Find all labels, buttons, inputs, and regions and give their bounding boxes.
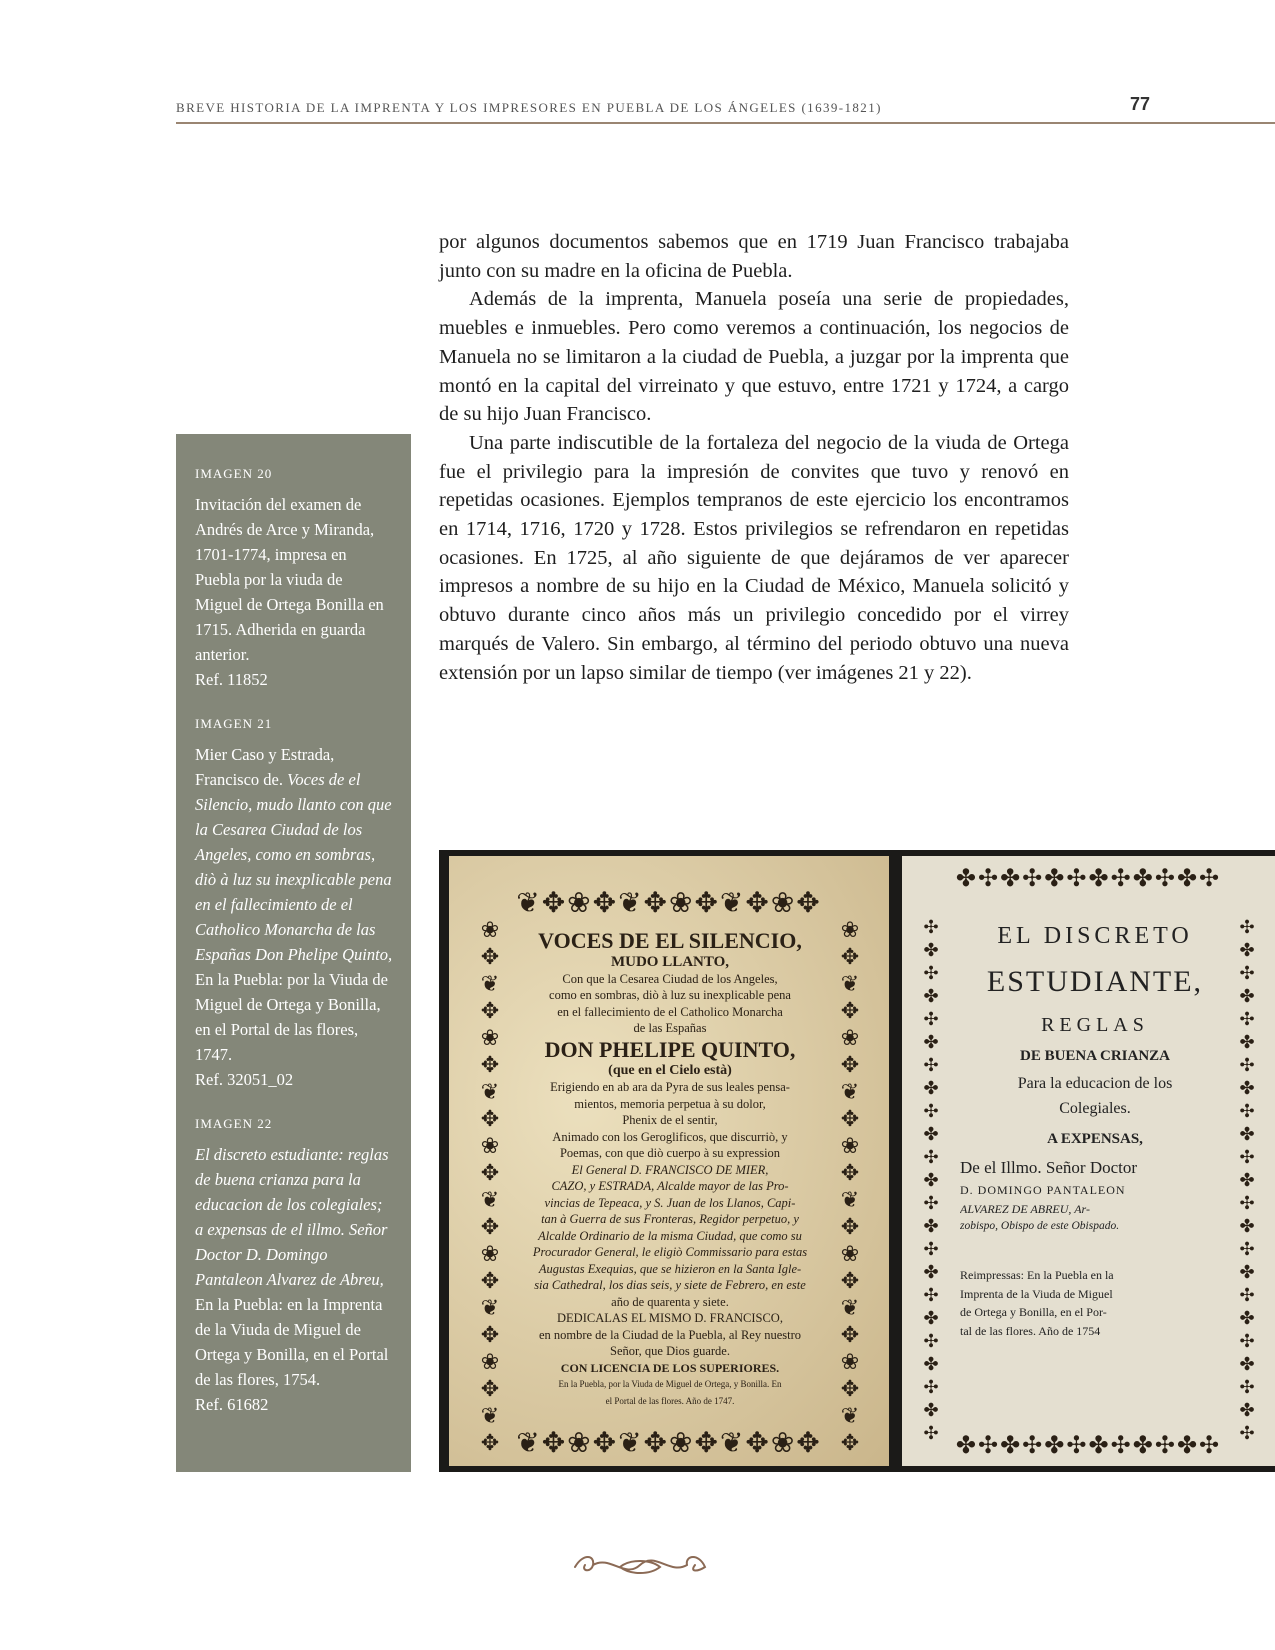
title-page-line: DEDICALAS EL MISMO D. FRANCISCO, — [557, 1311, 783, 1325]
paragraph: Una parte indiscutible de la fortaleza del negocio de la viuda de Ortega fue el privilegio para la impresión de convites que tuvo y renovó en repetidas ocasiones. Ejemplos tempranos de este ejercicio los encontramos en 1714, 1716, 1720 y 1728. Estos privilegios se refrendaron en repetidas ocasiones. En 1725, al año siguiente de que dejáramos de ver aparecer impresos a nombre de su hijo en la Ciudad de México, Manuela solicitó y obtuvo durante cinco años más un privilegio concedido por el virrey marqués de Valero. Sin embargo, al término del periodo obtuvo una nueva extensión por un lapso similar de tiempo (ver imágenes 21 y 22). — [439, 431, 1069, 684]
caption-author: Mier Caso y Estrada, Francisco de. — [195, 745, 335, 789]
title-page-line: de las Españas — [633, 1021, 707, 1035]
title-page-line: vincias de Tepeaca, y S. Juan de los Llanos, Capi- — [544, 1195, 796, 1210]
caption-text — [195, 742, 393, 1092]
title-page-line: De el Illmo. Señor Doctor — [960, 1157, 1138, 1177]
ornament-border-bottom: ❦✥❀✥❦✥❀✥❦✥❀✥ — [516, 1428, 822, 1459]
caption-text — [195, 492, 393, 692]
caption-description: Invitación del examen de Andrés de Arce y Miranda, 1701-1774, impresa en Puebla por la viuda de Miguel de Ortega Bonilla en 1715. Adherida en guarda anterior. — [195, 495, 384, 664]
caption-imagen-22 — [195, 1116, 393, 1417]
caption-label: IMAGEN 20 — [195, 466, 273, 481]
running-header — [176, 96, 1275, 124]
title-page-line: Poemas, con que diò cuerpo à su expression — [559, 1146, 781, 1160]
caption-imprint: En la Puebla: por la Viuda de Miguel de Ortega y Bonilla, en el Portal de las flores, 1747. — [195, 970, 388, 1064]
title-page-voces-de-el-silencio — [449, 856, 889, 1466]
caption-imprint: En la Puebla: en la Imprenta de la Viuda de Miguel de Ortega y Bonilla, en el Portal de las flores, 1754. — [195, 1295, 389, 1389]
caption-title: El discreto estudiante: reglas de buena crianza para la educacion de los colegiales; a expensas de el illmo. Señor Doctor D. Domingo Pantaleon Alvarez de Abreu, — [195, 1145, 389, 1289]
title-page-line: en nombre de la Ciudad de la Puebla, al Rey nuestro — [538, 1327, 802, 1342]
caption-ref: Ref. 32051_02 — [195, 1070, 294, 1089]
title-page-line: ALVAREZ DE ABREU, Ar- — [960, 1201, 1090, 1216]
flourish-ornament — [565, 1545, 715, 1585]
body-text — [439, 228, 1069, 687]
ornament-border-left: ✣ ✤ ✣ ✤ ✣ ✤ ✣ ✤ ✣ ✤ ✣ ✤ ✣ ✤ ✣ ✤ ✣ ✤ ✣ ✤ ✣ ✤ ✣ — [923, 917, 939, 1443]
title-page-line: mientos, memoria perpetua à su dolor, — [574, 1096, 766, 1111]
title-page-line: A EXPENSAS, — [1047, 1130, 1143, 1147]
caption-title: Voces de el Silencio, mudo llanto con que la Cesarea Ciudad de los Angeles, como en sombras, diò à luz su inexplicable pena en el fallecimiento de el Catholico Monarcha de las Españas Don Phelipe Quinto, — [195, 770, 393, 964]
title-page-line: DON PHELIPE QUINTO, — [544, 1036, 796, 1062]
caption-ref: Ref. 11852 — [195, 670, 268, 689]
title-page-line: VOCES DE EL SILENCIO, — [538, 928, 802, 953]
title-page-line: (que en el Cielo està) — [608, 1062, 732, 1078]
title-page-line: tal de las flores. Año de 1754 — [960, 1323, 1101, 1338]
book-photograph — [439, 850, 1275, 1472]
caption-imagen-20 — [195, 466, 393, 692]
title-page-line: el Portal de las flores. Año de 1747. — [605, 1395, 735, 1406]
title-page-text — [960, 918, 1230, 1341]
title-page-text — [489, 928, 851, 1409]
title-page-line: MUDO LLANTO, — [610, 954, 730, 970]
title-page-line: En la Puebla, por la Viuda de Miguel de Ortega, y Bonilla. En — [558, 1379, 782, 1389]
title-page-line: Colegiales. — [1059, 1099, 1131, 1117]
title-page-line: Para la educacion de los — [1017, 1074, 1173, 1092]
caption-sidebar — [176, 434, 411, 1472]
title-page-line: sia Cathedral, los dias seis, y siete de Febrero, en este — [534, 1278, 806, 1292]
title-page-line: año de quarenta y siete. — [611, 1294, 729, 1309]
ornament-border-bottom: ✤✣✤✣✤✣✤✣✤✣✤✣ — [955, 1433, 1222, 1459]
ornament-border-top: ❦✥❀✥❦✥❀✥❦✥❀✥ — [516, 888, 822, 919]
title-page-line: Erigiendo en ab ara da Pyra de sus leales pensa- — [550, 1080, 790, 1094]
title-page-line: Imprenta de la Viuda de Miguel — [960, 1286, 1113, 1301]
title-page-line: tan à Guerra de sus Fronteras, Regidor perpetuo, y — [541, 1212, 799, 1226]
caption-label: IMAGEN 21 — [195, 716, 273, 731]
ornament-border-left: ❀ ✥ ❦ ✥ ❀ ✥ ❦ ✥ ❀ ✥ ❦ ✥ ❀ ✥ ❦ ✥ ❀ ✥ ❦ ✥ — [480, 917, 500, 1455]
title-page-line: Procurador General, le eligiò Commissario para estas — [532, 1245, 808, 1259]
ornament-border-top: ✤✣✤✣✤✣✤✣✤✣✤✣ — [955, 866, 1222, 892]
title-page-line: Reimpressas: En la Puebla en la — [960, 1268, 1114, 1283]
title-page-line: REGLAS — [1041, 1013, 1149, 1036]
title-page-line: Animado con los Geroglificos, que discurriò, y — [552, 1129, 788, 1144]
running-header-title: BREVE HISTORIA DE LA IMPRENTA Y LOS IMPRESORES EN PUEBLA DE LOS ÁNGELES (1639-1821) — [176, 100, 882, 115]
title-page-line: EL DISCRETO — [997, 923, 1193, 949]
title-page-line: Alcalde Ordinario de la misma Ciudad, que como su — [538, 1228, 802, 1243]
title-page-line: Señor, que Dios guarde. — [610, 1344, 730, 1358]
paragraph: por algunos documentos sabemos que en 1719 Juan Francisco trabajaba junto con su madre en la oficina de Puebla. — [439, 231, 1069, 282]
title-page-line: Con que la Cesarea Ciudad de los Angeles, — [562, 971, 778, 986]
ornament-border-right: ❀ ✥ ❦ ✥ ❀ ✥ ❦ ✥ ❀ ✥ ❦ ✥ ❀ ✥ ❦ ✥ ❀ ✥ ❦ ✥ — [840, 917, 860, 1455]
title-page-line: CON LICENCIA DE LOS SUPERIORES. — [560, 1360, 780, 1375]
title-page-line: zobispo, Obispo de este Obispado. — [960, 1220, 1120, 1233]
title-page-line: D. DOMINGO PANTALEON — [960, 1183, 1126, 1198]
title-page-line: Augustas Exequias, que se hizieron en la Santa Igle- — [538, 1261, 802, 1276]
title-page-line: El General D. FRANCISCO DE MIER, — [571, 1162, 769, 1177]
title-page-line: de Ortega y Bonilla, en el Por- — [960, 1305, 1107, 1320]
title-page-line: en el fallecimiento de el Catholico Monarcha — [557, 1004, 783, 1019]
title-page-line: como en sombras, diò à luz su inexplicable pena — [549, 988, 791, 1002]
caption-imagen-21 — [195, 716, 393, 1092]
caption-label: IMAGEN 22 — [195, 1116, 273, 1131]
page-number: 77 — [1129, 94, 1150, 114]
title-page-line: DE BUENA CRIANZA — [1019, 1047, 1171, 1064]
paragraph: Además de la imprenta, Manuela poseía una serie de propiedades, muebles e inmuebles. Pero como veremos a continuación, los negocios de Manuela no se limitaron a la ciudad de Puebla, a juzgar por la imprenta que montó en la capital del virreinato y que estuvo, entre 1721 y 1724, a cargo de su hijo Juan Francisco. — [439, 288, 1069, 426]
caption-text — [195, 1142, 393, 1417]
title-page-line: Phenix de el sentir, — [622, 1113, 718, 1127]
title-page-line: ESTUDIANTE, — [986, 965, 1204, 999]
ornament-border-right: ✣ ✤ ✣ ✤ ✣ ✤ ✣ ✤ ✣ ✤ ✣ ✤ ✣ ✤ ✣ ✤ ✣ ✤ ✣ ✤ ✣ ✤ ✣ — [1239, 917, 1255, 1443]
title-page-line: CAZO, y ESTRADA, Alcalde mayor de las Pro- — [551, 1179, 789, 1193]
caption-ref: Ref. 61682 — [195, 1395, 269, 1414]
title-page-el-discreto-estudiante — [902, 856, 1275, 1466]
